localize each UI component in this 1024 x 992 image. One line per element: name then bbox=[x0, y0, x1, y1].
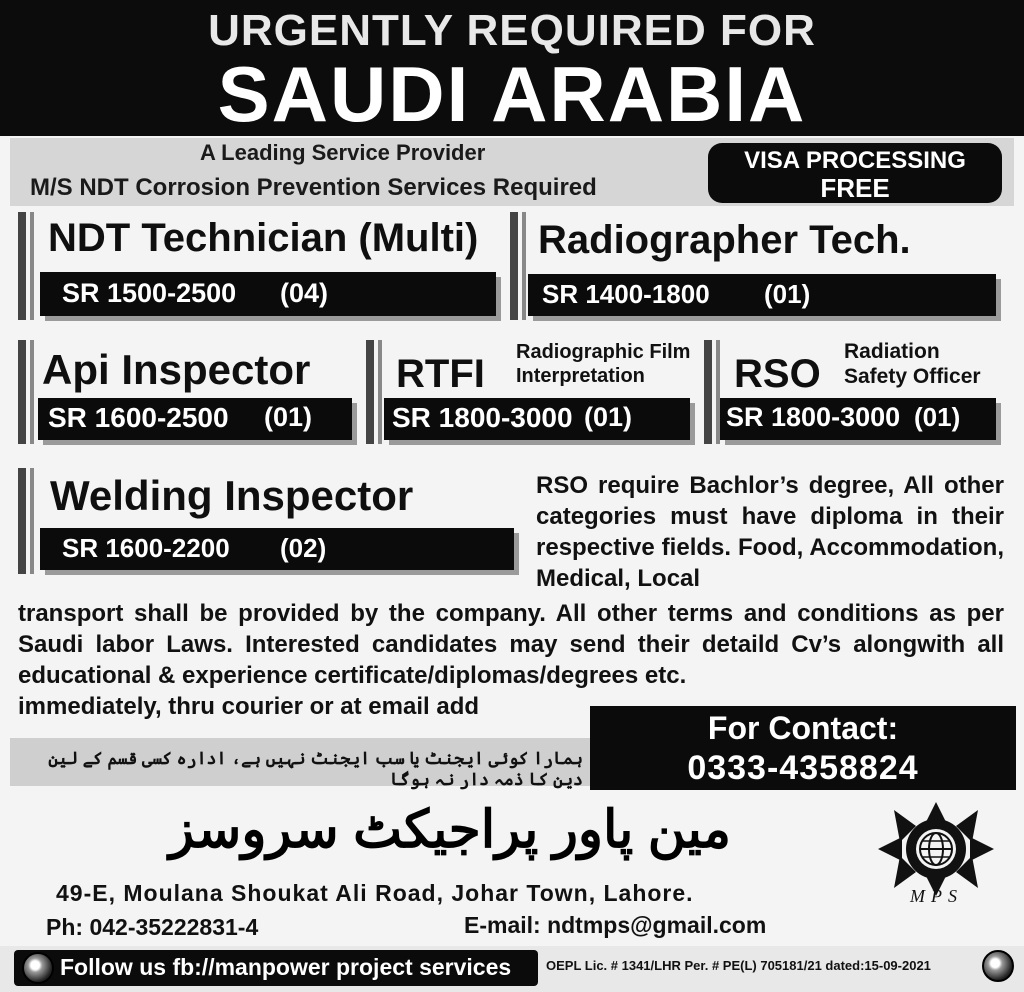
salary-bar bbox=[40, 272, 496, 316]
job-rso bbox=[704, 340, 1004, 450]
header-line-1: URGENTLY REQUIRED FOR bbox=[208, 6, 816, 55]
requirements-text-1: RSO require Bachlor’s degree, All other categories must have diploma in their respective fields. Food, Accommodation, Medical, Local bbox=[536, 472, 1004, 592]
contact-label: For Contact: bbox=[707, 710, 899, 746]
job-title: Radiographer Tech. bbox=[538, 218, 911, 262]
job-subtitle-2: Safety Officer bbox=[844, 365, 981, 388]
vacancy-count: (02) bbox=[280, 533, 327, 563]
bullet-circle-icon bbox=[22, 952, 54, 984]
salary-text: SR 1500-2500 bbox=[62, 278, 237, 308]
requirements-text-2: transport shall be provided by the company. All other terms and conditions as per Saudi labor Laws. Interested candidates may send their detaild Cv’s alongwith all educational & experience certificate/diplomas/degrees etc. bbox=[18, 600, 1004, 689]
job-subtitle-1: Radiation bbox=[844, 340, 940, 363]
bracket-decoration bbox=[704, 340, 712, 444]
header-line-2: SAUDI ARABIA bbox=[217, 50, 807, 138]
bracket-decoration bbox=[18, 340, 26, 444]
vacancy-count: (01) bbox=[764, 279, 811, 309]
visa-badge bbox=[708, 143, 1002, 203]
job-title: Welding Inspector bbox=[50, 472, 414, 519]
gear-globe-logo-icon bbox=[872, 800, 1000, 912]
address: 49-E, Moulana Shoukat Ali Road, Johar Town, Lahore. bbox=[56, 880, 694, 906]
job-title: Api Inspector bbox=[42, 346, 311, 393]
intro-line-2: M/S NDT Corrosion Prevention Services Required bbox=[30, 174, 597, 201]
facebook-link[interactable] bbox=[14, 950, 538, 986]
salary-text: SR 1600-2200 bbox=[62, 533, 230, 563]
salary-bar bbox=[384, 398, 690, 440]
bracket-decoration bbox=[30, 212, 34, 320]
company-name-urdu: مین پاور پراجیکٹ سروسز bbox=[169, 801, 731, 859]
salary-bar bbox=[528, 274, 996, 316]
contact-number[interactable]: 0333-4358824 bbox=[687, 749, 919, 787]
vacancy-count: (01) bbox=[584, 402, 633, 432]
vacancy-count: (01) bbox=[264, 402, 313, 432]
job-radiographer-tech bbox=[510, 212, 1004, 326]
job-title: RTFI bbox=[396, 352, 485, 396]
bracket-decoration bbox=[30, 468, 34, 574]
job-subtitle-2: Interpretation bbox=[516, 365, 645, 387]
bracket-decoration bbox=[18, 468, 26, 574]
salary-bar bbox=[40, 528, 514, 570]
header-banner bbox=[0, 0, 1024, 136]
job-welding-inspector bbox=[18, 468, 520, 580]
bullet-circle-icon bbox=[982, 950, 1014, 982]
requirements-text-3: immediately, thru courier or at email add bbox=[18, 693, 480, 720]
facebook-text: Follow us fb://manpower project services bbox=[60, 954, 512, 980]
visa-line-2: FREE bbox=[820, 173, 890, 203]
visa-line-1: VISA PROCESSING bbox=[744, 147, 966, 174]
contact-box bbox=[590, 706, 1016, 790]
job-title: NDT Technician (Multi) bbox=[48, 216, 479, 260]
bracket-decoration bbox=[18, 212, 26, 320]
license-text: OEPL Lic. # 1341/LHR Per. # PE(L) 705181/21 dated:15-09-2021 bbox=[546, 958, 931, 973]
salary-text: SR 1400-1800 bbox=[542, 279, 710, 309]
job-subtitle-1: Radiographic Film bbox=[516, 341, 691, 363]
salary-text: SR 1600-2500 bbox=[48, 402, 229, 433]
bracket-decoration bbox=[378, 340, 382, 444]
intro-line-1: A Leading Service Provider bbox=[200, 140, 486, 165]
job-title: RSO bbox=[734, 352, 821, 396]
bracket-decoration bbox=[522, 212, 526, 320]
vacancy-count: (04) bbox=[280, 278, 329, 308]
salary-text: SR 1800-3000 bbox=[726, 402, 901, 432]
salary-bar bbox=[720, 398, 996, 440]
salary-text: SR 1800-3000 bbox=[392, 402, 573, 433]
urdu-disclaimer: ہمارا کوئی ایجنٹ یا سب ایجنٹ نہیں ہے، ادارہ کسی قسم کے لین دین کا ذمہ دار نہ ہوگا bbox=[48, 749, 583, 789]
email[interactable]: E-mail: ndtmps@gmail.com bbox=[464, 912, 767, 938]
job-rtfi bbox=[366, 340, 696, 450]
bracket-decoration bbox=[366, 340, 374, 444]
job-ndt-technician bbox=[18, 212, 502, 326]
job-api-inspector bbox=[18, 340, 358, 450]
phone[interactable]: Ph: 042-35222831-4 bbox=[46, 914, 259, 940]
salary-bar bbox=[38, 398, 352, 440]
bracket-decoration bbox=[30, 340, 34, 444]
vacancy-count: (01) bbox=[914, 402, 961, 432]
logo-text: MPS bbox=[910, 886, 963, 906]
bracket-decoration bbox=[510, 212, 518, 320]
